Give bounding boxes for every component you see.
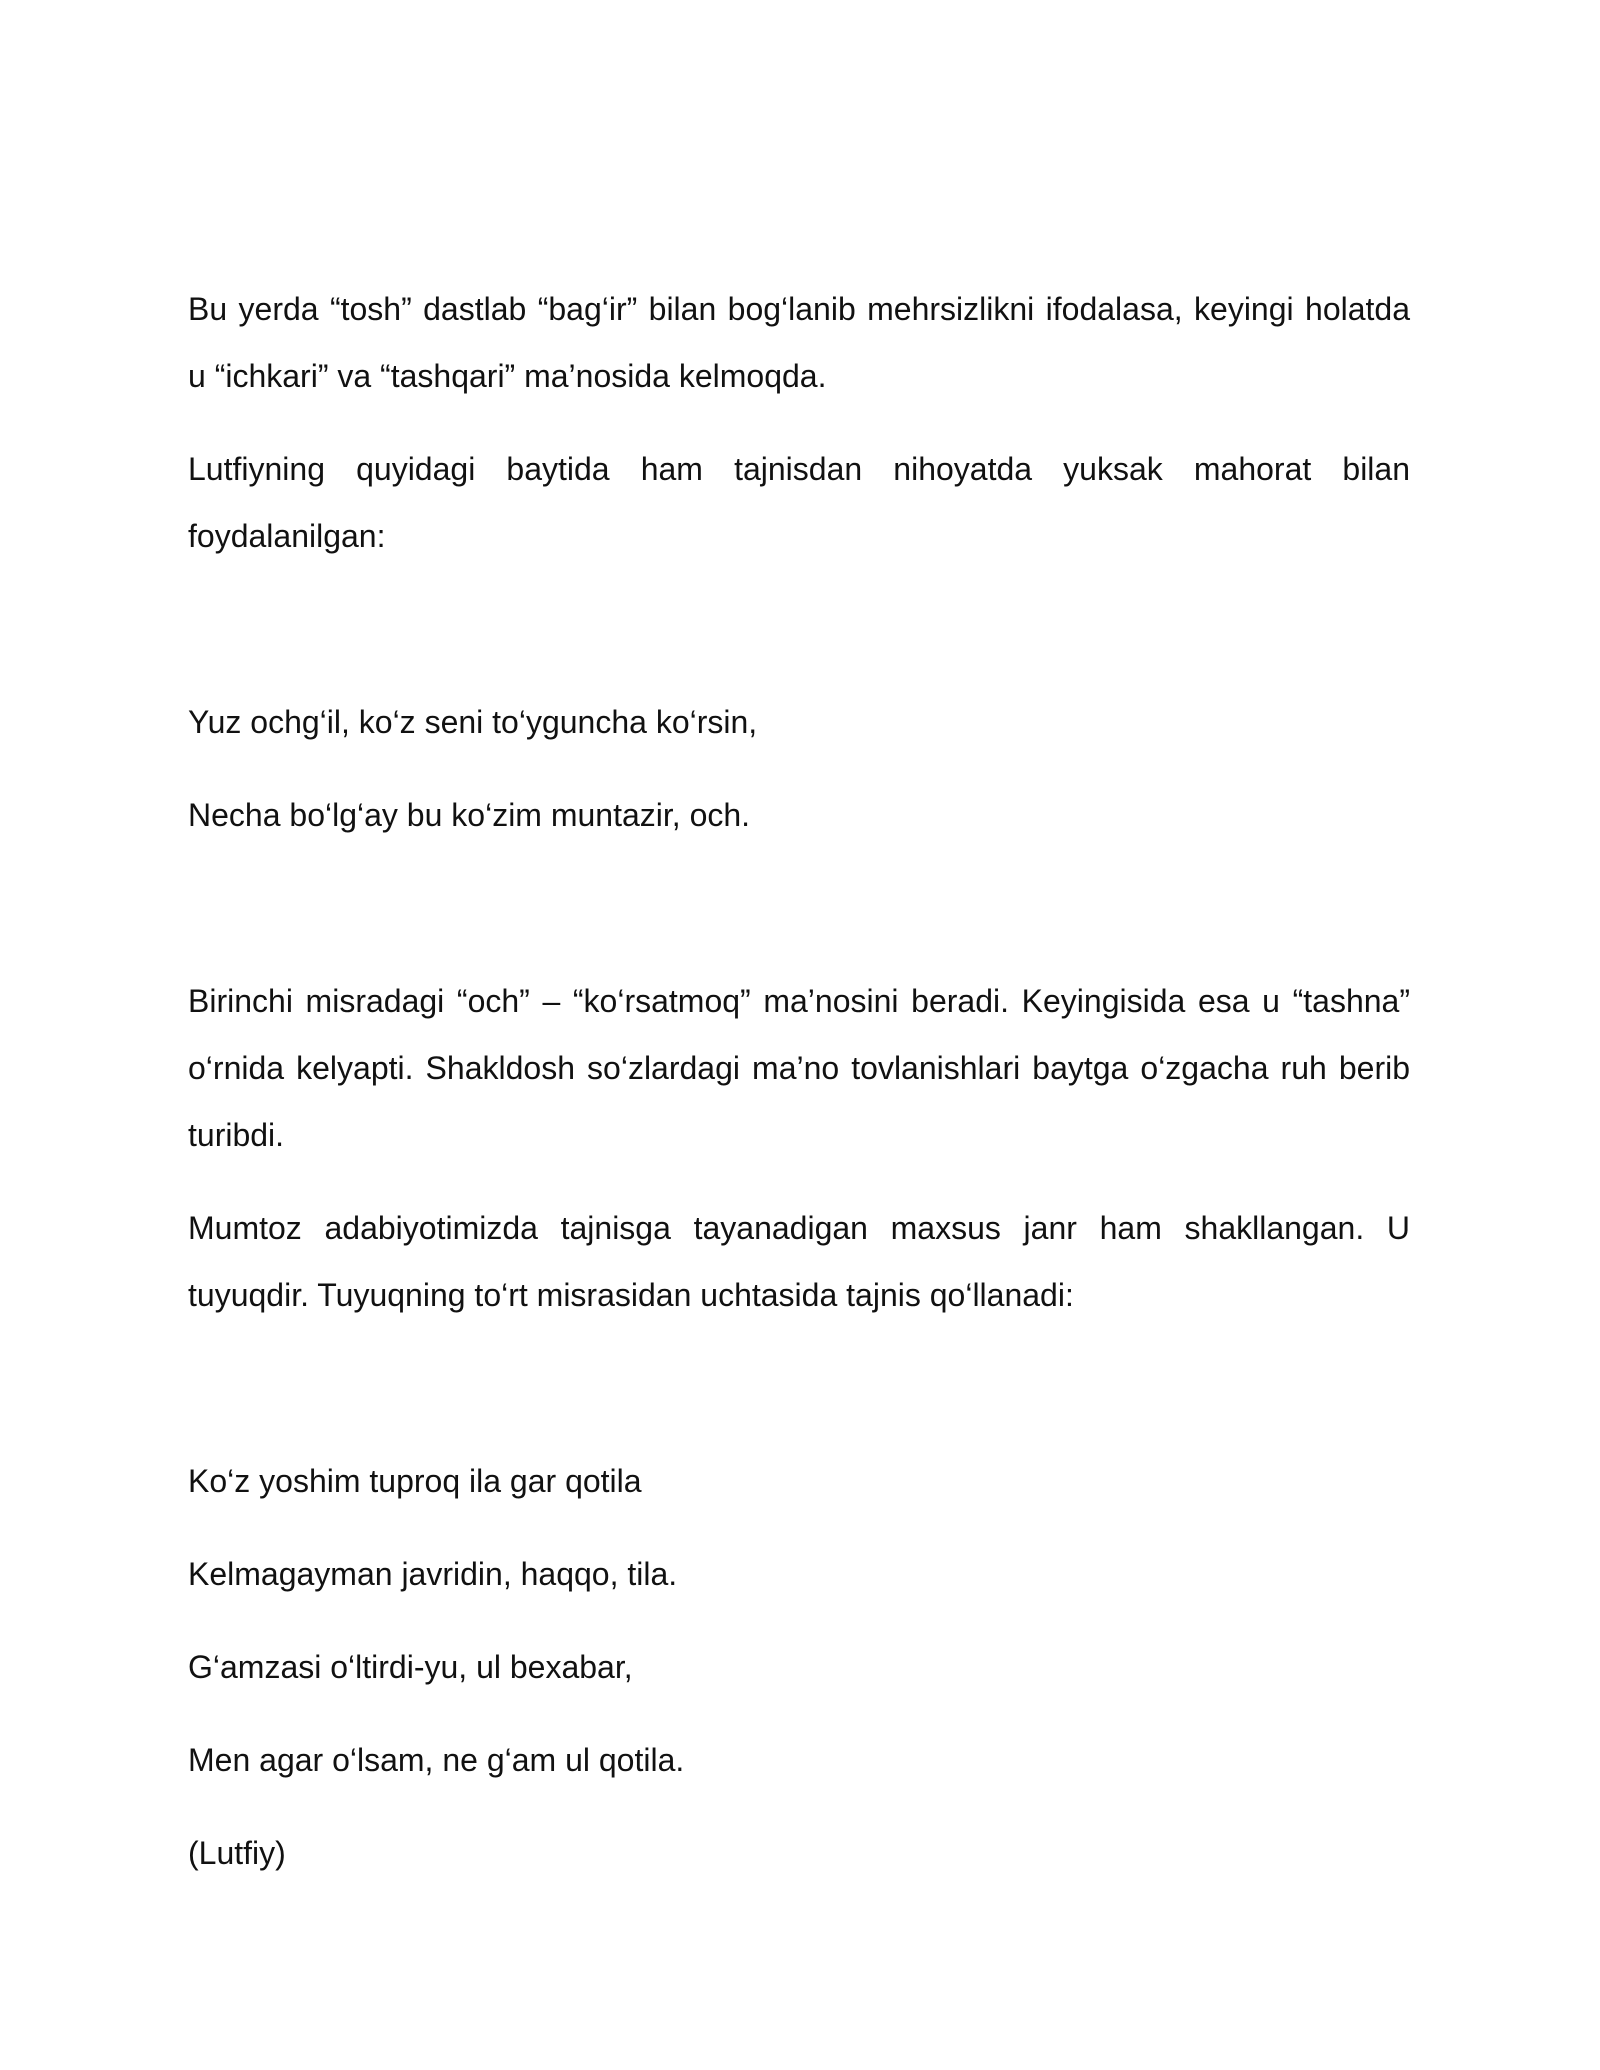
spacer xyxy=(188,596,1410,689)
tuyuq-author: (Lutfiy) xyxy=(188,1835,286,1871)
spacer xyxy=(188,875,1410,968)
tuyuq-line-4: Men agar o‘lsam, ne g‘am ul qotila. xyxy=(188,1742,685,1778)
paragraph-tuyuq-intro: Mumtoz adabiyotimizda tajnisga tayanadigan maxsus janr ham shakllangan. U tuyuqdir. Tuyuqning to‘rt misrasidan uchtasida tajnis qo‘llanadi: xyxy=(188,1210,1410,1313)
bayt-line-2: Necha bo‘lg‘ay bu ko‘zim muntazir, och. xyxy=(188,797,751,833)
tuyuq-line-1: Ko‘z yoshim tuproq ila gar qotila xyxy=(188,1463,642,1499)
paragraph-lutfiy-intro: Lutfiyning quyidagi baytida ham tajnisdan nihoyatda yuksak mahorat bilan foydalanilgan: xyxy=(188,451,1410,554)
document-body xyxy=(188,276,1410,1913)
paragraph-tosh-explanation: Bu yerda “tosh” dastlab “bag‘ir” bilan bog‘lanib mehrsizlikni ifodalasa, keyingi holatda u “ichkari” va “tashqari” ma’nosida kelmoqda. xyxy=(188,291,1410,394)
tuyuq-line-2: Kelmagayman javridin, haqqo, tila. xyxy=(188,1556,678,1592)
spacer xyxy=(188,1355,1410,1448)
tuyuq-line-3: G‘amzasi o‘ltirdi-yu, ul bexabar, xyxy=(188,1649,633,1685)
paragraph-och-explanation: Birinchi misradagi “och” – “ko‘rsatmoq” ma’nosini beradi. Keyingisida esa u “tashna” o‘rnida kelyapti. Shakldosh so‘zlardagi ma’no tovlanishlari baytga o‘zgacha ruh berib turibdi. xyxy=(188,983,1410,1153)
bayt-line-1: Yuz ochg‘il, ko‘z seni to‘yguncha ko‘rsin, xyxy=(188,704,758,740)
